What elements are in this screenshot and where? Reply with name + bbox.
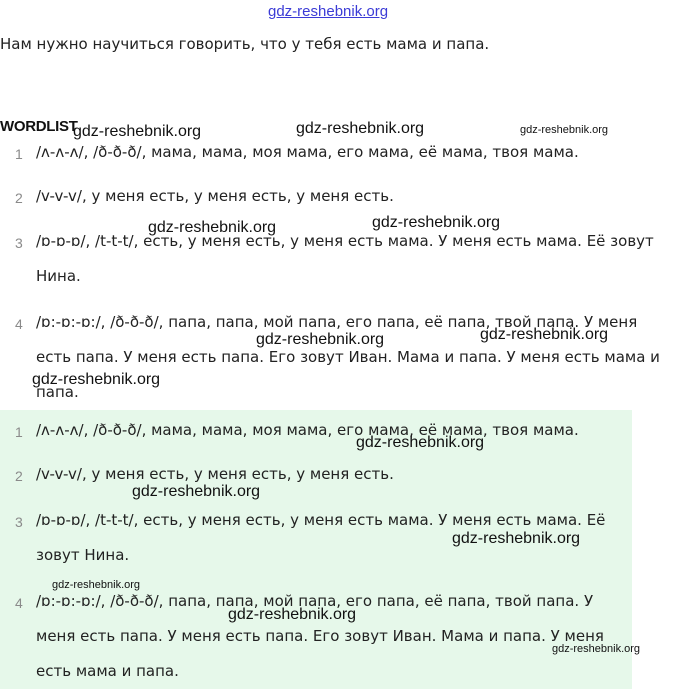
- item-number: 3: [15, 235, 23, 251]
- watermark: gdz-reshebnik.org: [356, 434, 485, 451]
- item-text: /ʌ-ʌ-ʌ/, /ð-ð-ð/, мама, мама, моя мама, его мама, её мама, твоя мама.: [36, 143, 579, 161]
- watermark: gdz-reshebnik.org: [256, 331, 385, 348]
- watermark: gdz-reshebnik.org: [148, 219, 277, 236]
- item-number: 1: [15, 146, 23, 162]
- watermark: gdz-reshebnik.org: [372, 214, 501, 231]
- watermark: gdz-reshebnik.org: [520, 124, 609, 136]
- item-text: /ɒ:-ɒ:-ɒ:/, /ð-ð-ð/, папа, папа, мой папа, его папа, её папа, твой папа. У меня есть папа. У меня есть папа. Его зовут Иван. Мама и папа. У меня есть мама и папа.: [36, 313, 660, 401]
- watermark: gdz-reshebnik.org: [452, 530, 581, 547]
- item-text: /ɒ-ɒ-ɒ/, /t-t-t/, есть, у меня есть, у меня есть мама. У меня есть мама. Её зовут Нина.: [36, 232, 654, 285]
- watermark: gdz-reshebnik.org: [552, 643, 641, 655]
- watermark: gdz-reshebnik.org: [73, 123, 202, 140]
- item-text: /ɒ-ɒ-ɒ/, /t-t-t/, есть, у меня есть, у меня есть мама. У меня есть мама. Её зовут Нина.: [36, 511, 606, 564]
- watermark: gdz-reshebnik.org: [228, 606, 357, 623]
- item-text: /ɒ:-ɒ:-ɒ:/, /ð-ð-ð/, папа, папа, мой папа, его папа, её папа, твой папа. У меня есть папа. У меня есть папа. Его зовут Иван. Мама и папа. У меня есть мама и папа.: [36, 592, 604, 680]
- item-number: 2: [15, 468, 23, 484]
- watermark: gdz-reshebnik.org: [52, 579, 141, 591]
- item-text: /v-v-v/, у меня есть, у меня есть, у меня есть.: [36, 187, 394, 205]
- watermark: gdz-reshebnik.org: [296, 120, 425, 137]
- item-number: 4: [15, 595, 23, 611]
- intro-text: Нам нужно научиться говорить, что у тебя есть мама и папа.: [0, 35, 490, 53]
- item-number: 1: [15, 424, 23, 440]
- item-number: 4: [15, 316, 23, 332]
- header-watermark-link[interactable]: gdz-reshebnik.org: [268, 3, 389, 20]
- item-text: /ʌ-ʌ-ʌ/, /ð-ð-ð/, мама, мама, моя мама, его мама, её мама, твоя мама.: [36, 421, 579, 439]
- item-number: 2: [15, 190, 23, 206]
- item-number: 3: [15, 514, 23, 530]
- wordlist-heading: WORDLIST: [0, 118, 78, 135]
- watermark: gdz-reshebnik.org: [480, 326, 609, 343]
- item-text: /v-v-v/, у меня есть, у меня есть, у меня есть.: [36, 465, 394, 483]
- watermark: gdz-reshebnik.org: [32, 371, 161, 388]
- watermark: gdz-reshebnik.org: [132, 483, 261, 500]
